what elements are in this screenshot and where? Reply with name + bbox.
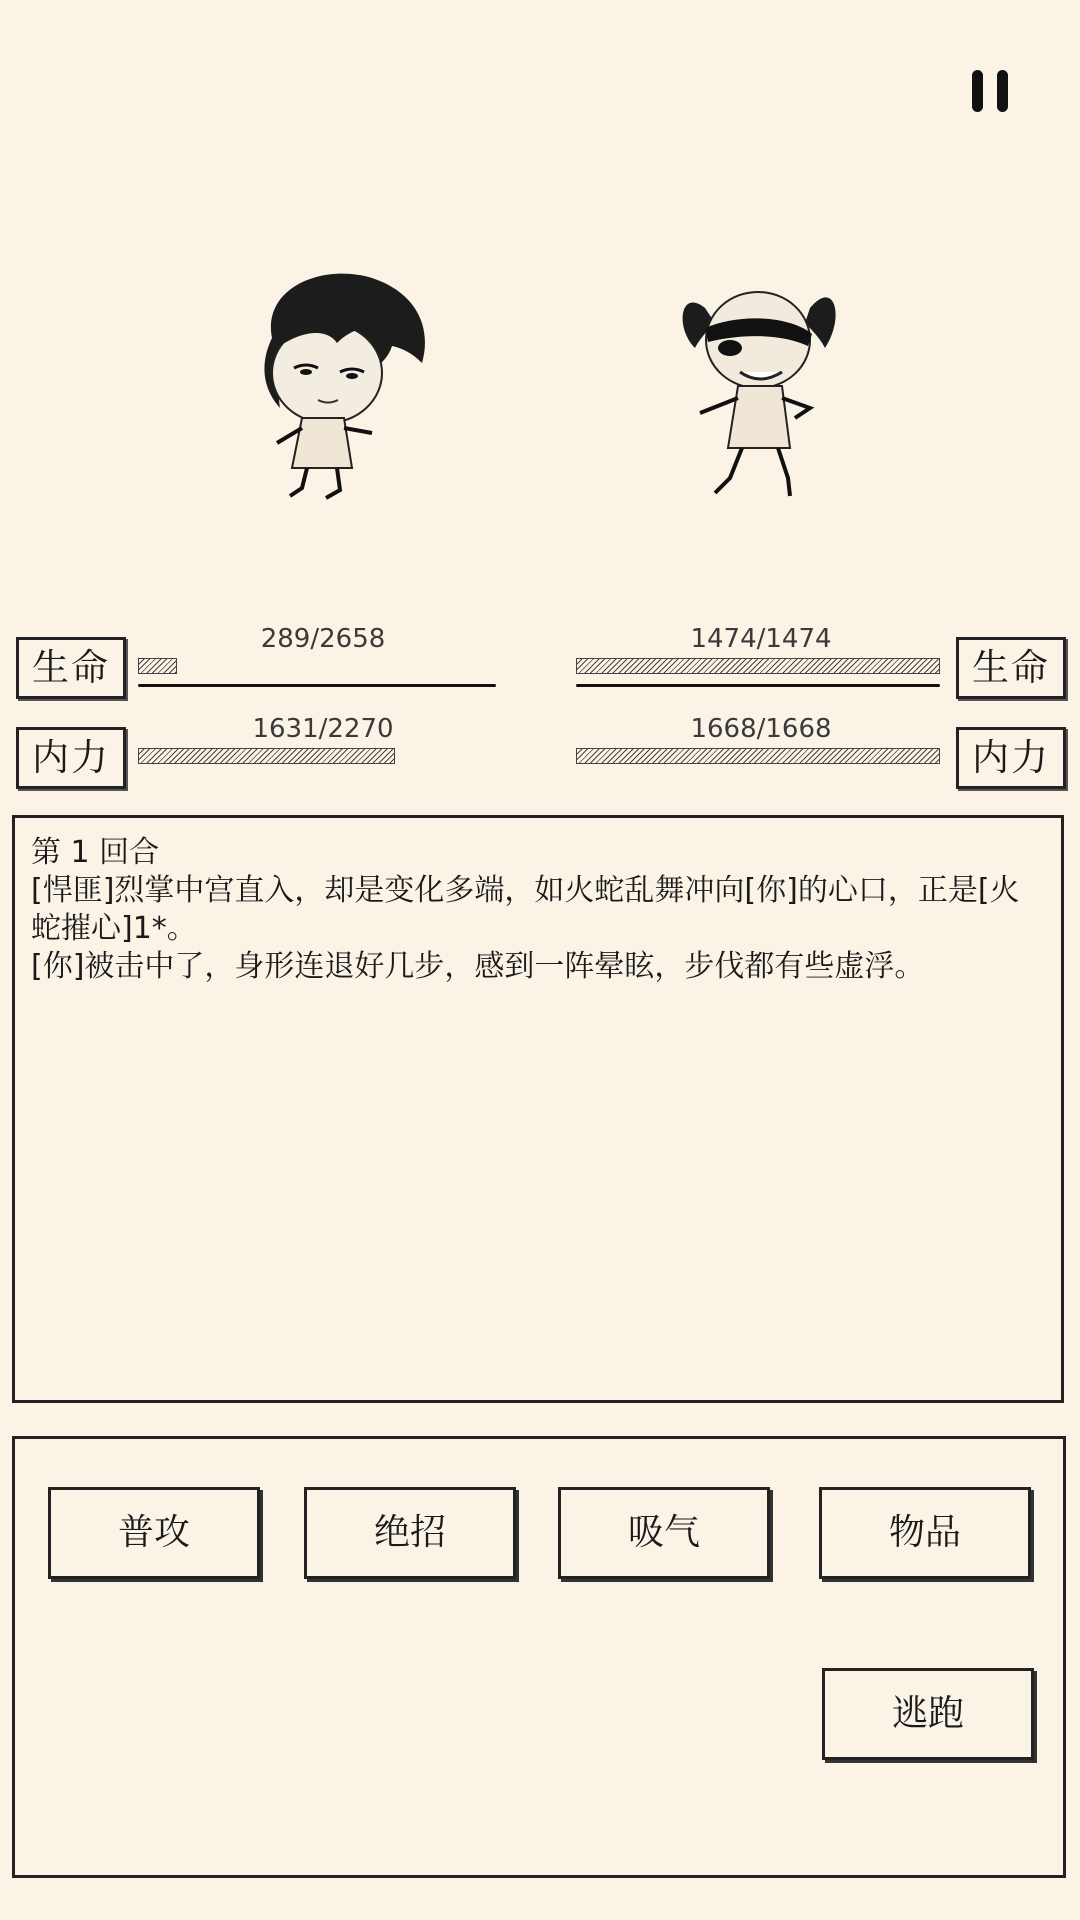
player-mp-bar [138, 748, 496, 766]
player-hp-underline [138, 684, 496, 687]
log-line: [悍匪]烈掌中宫直入，却是变化多端，如火蛇乱舞冲向[你]的心口，正是[火蛇摧心]1*。 [31, 873, 1020, 946]
enemy-mp-bar [576, 748, 940, 766]
enemy-hp-label: 生命 [956, 637, 1066, 699]
battle-log [12, 815, 1064, 1403]
player-mp-text: 1631/2270 [252, 714, 394, 744]
enemy-mp-label: 内力 [956, 727, 1066, 789]
log-line: [你]被击中了，身形连退好几步，感到一阵晕眩，步伐都有些虚浮。 [31, 949, 925, 984]
items-button[interactable]: 物品 [819, 1487, 1031, 1579]
enemy-hp-fill [576, 658, 940, 674]
enemy-hp-bar [576, 658, 940, 676]
attack-button[interactable]: 普攻 [48, 1487, 260, 1579]
enemy-mp-text: 1668/1668 [690, 714, 832, 744]
player-mp-label: 内力 [16, 727, 126, 789]
player-hp-fill [138, 658, 177, 674]
log-line: 第 1 回合 [31, 835, 160, 870]
player-mp-fill [138, 748, 395, 764]
breathe-button[interactable]: 吸气 [558, 1487, 770, 1579]
player-hp-text: 289/2658 [260, 624, 386, 654]
enemy-mp-fill [576, 748, 940, 764]
enemy-character [660, 268, 880, 518]
flee-button[interactable]: 逃跑 [822, 1668, 1034, 1760]
player-hp-label: 生命 [16, 637, 126, 699]
enemy-hp-text: 1474/1474 [690, 624, 832, 654]
enemy-hp-underline [576, 684, 940, 687]
pause-button[interactable] [968, 68, 1014, 114]
player-hp-bar [138, 658, 496, 676]
player-character [232, 268, 452, 518]
ultimate-button[interactable]: 绝招 [304, 1487, 516, 1579]
